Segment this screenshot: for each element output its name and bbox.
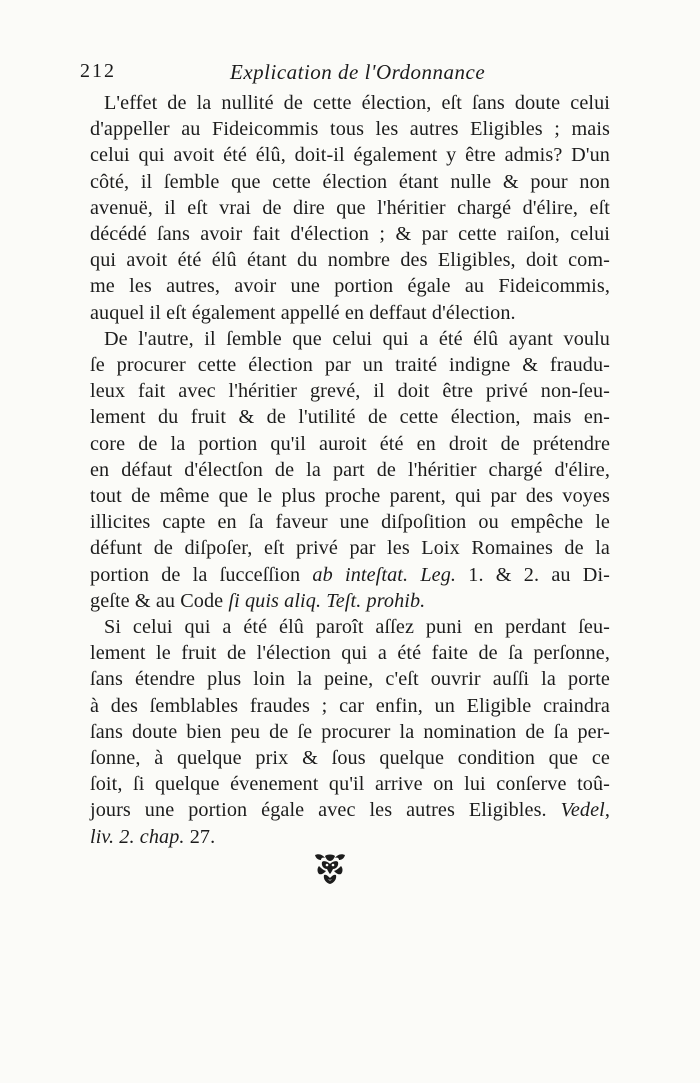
paragraph-3: [90, 614, 610, 850]
text-line: qui avoit été élû étant du nombre des Eligibles, doit com-: [90, 249, 610, 272]
text-run: portion de la ſucceſſion: [90, 563, 313, 586]
text-line: en défaut d'électſon de la part de l'héritier chargé d'élire,: [90, 458, 610, 481]
text-line: décédé ſans avoir fait d'élection ; & par cette raiſon, celui: [90, 223, 610, 246]
running-head: Explication de l'Ordonnance: [230, 60, 486, 84]
text-line: leux fait avec l'héritier grevé, il doit être privé non-ſeu-: [90, 380, 610, 403]
text-line: Si celui qui a été élû paroît aſſez puni en perdant ſeu-: [104, 616, 610, 639]
text-line: ſonne, à quelque prix & ſous quelque condition que ce: [90, 747, 610, 770]
text-line: me les autres, avoir une portion égale au Fideicommis,: [90, 275, 610, 298]
text-line: lement du fruit & de l'utilité de cette élection, mais en-: [90, 406, 610, 429]
text-line-with-citation: [90, 588, 610, 614]
text-line: celui qui avoit été élû, doit-il également y être admis? D'un: [90, 144, 610, 167]
text-line: lement le fruit de l'élection qui a été faite de ſa perſonne,: [90, 642, 610, 665]
body-text: [90, 90, 610, 850]
text-line: ſe procurer cette élection par un traité indigne & fraudu-: [90, 354, 610, 377]
text-line: avenuë, il eſt vrai de dire que l'héritier chargé d'élire, eſt: [90, 196, 610, 219]
text-run: geſte & au Code: [90, 589, 229, 612]
text-line: côté, il ſemble que cette élection étant nulle & pour non: [90, 170, 610, 193]
text-line-with-citation: [90, 824, 610, 850]
text-line: tout de même que le plus proche parent, qui par des voyes: [90, 485, 610, 508]
page-header: [80, 60, 640, 90]
text-line: d'appeller au Fideicommis tous les autres Eligibles ; mais: [90, 118, 610, 141]
fleuron-ornament-icon: [313, 852, 347, 886]
page-number: 212: [80, 60, 116, 82]
text-run: 27.: [184, 825, 216, 848]
text-run: 1. & 2. au Di-: [456, 563, 610, 586]
text-run: ,: [604, 799, 610, 822]
author-citation: Vedel: [560, 799, 605, 822]
text-line-with-citation: [90, 562, 610, 588]
text-line: illicites capte en ſa faveur une diſpoſition ou empêche le: [90, 511, 610, 534]
text-line: auquel il eſt également appellé en deffaut d'élection.: [90, 301, 516, 324]
text-line: core de la portion qu'il auroit été en droit de prétendre: [90, 432, 610, 455]
latin-citation: ſi quis aliq. Teſt. prohib.: [228, 589, 426, 612]
text-line: De l'autre, il ſemble que celui qui a été élû ayant voulu: [104, 327, 610, 350]
text-line: ſans étendre plus loin la peine, c'eſt ouvrir auſſi la porte: [90, 668, 610, 691]
text-line: à des ſemblables fraudes ; car enfin, un Eligible craindra: [90, 694, 610, 717]
paragraph-2: [90, 326, 610, 614]
text-line: défunt de diſpoſer, eſt privé par les Loix Romaines de la: [90, 537, 610, 560]
latin-citation: ab inteſtat. Leg.: [312, 563, 457, 586]
text-line: ſans doute bien peu de ſe procurer la nomination de ſa per-: [90, 720, 610, 743]
text-line-with-citation: [90, 797, 610, 823]
reference-citation: liv. 2. chap.: [90, 825, 185, 848]
paragraph-1: [90, 90, 610, 326]
text-line: L'effet de la nullité de cette élection, eſt ſans doute celui: [104, 92, 610, 114]
text-run: jours une portion égale avec les autres Eligibles.: [90, 799, 561, 822]
text-line: ſoit, ſi quelque évenement qu'il arrive on lui conſerve toû-: [90, 773, 610, 796]
